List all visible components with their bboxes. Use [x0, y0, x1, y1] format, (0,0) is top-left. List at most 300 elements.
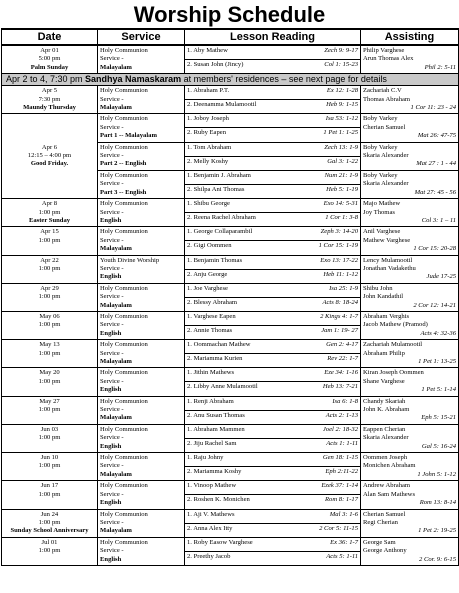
- date-line: Apr 8: [41, 200, 58, 208]
- service-line: Service -: [100, 95, 124, 103]
- reading-line: [185, 171, 360, 184]
- assistant-name: Zachariah C.V: [363, 87, 402, 95]
- date-line: 5:00 pm: [38, 55, 61, 63]
- reader-name: 1. Oommachan Mathew: [187, 341, 251, 349]
- assisting-cell: [361, 368, 459, 396]
- schedule-row: [2, 537, 459, 565]
- assisting-cell: [361, 86, 459, 114]
- reading-ref: Rev 22: 1-7: [327, 355, 358, 363]
- service-cell: [98, 368, 185, 396]
- reading-line: [185, 425, 360, 438]
- reading-line: [185, 551, 360, 564]
- date-cell: [2, 255, 98, 283]
- reading-cell: [185, 368, 361, 396]
- reading-line: [185, 212, 360, 225]
- service-line: Youth Divine Worship: [100, 256, 160, 264]
- schedule-row: [2, 45, 459, 74]
- date-cell: [2, 114, 98, 199]
- reader-name: 1. Joboy Joseph: [187, 115, 229, 123]
- reading-ref: Heb 13: 7-21: [322, 383, 358, 391]
- assisting-ref: 1 Pet 2: 19-25: [418, 527, 456, 535]
- assisting-cell: [361, 537, 459, 565]
- date-line: Jun 17: [40, 482, 59, 490]
- service-line: Holy Communion: [100, 228, 148, 236]
- service-bold: Malayalam: [100, 245, 132, 253]
- assistant-name: Skaria Alexander: [363, 180, 409, 188]
- service-bold: English: [100, 216, 122, 224]
- reading-line: [185, 312, 360, 325]
- assistant-name: Andrew Abraham: [363, 482, 411, 490]
- service-line: Service -: [100, 321, 124, 329]
- reading-ref: Acts 2: 1-13: [325, 411, 358, 419]
- date-line: 1:00 pm: [38, 547, 61, 555]
- schedule-row: [2, 283, 459, 311]
- assistant-name: Kiran Joseph Oommen: [363, 369, 424, 377]
- reading-line: [185, 381, 360, 394]
- date-cell: [2, 340, 98, 368]
- date-line: May 06: [39, 312, 60, 320]
- reading-ref: Heb 9: 1-15: [326, 101, 358, 109]
- assistant-name: Lency Mulamootil: [363, 256, 413, 264]
- service-line: Holy Communion: [100, 47, 148, 54]
- reading-ref: Zeph 3: 14-20: [320, 228, 358, 236]
- notice-prefix: Apr 2 to 4, 7:30 pm: [6, 74, 86, 85]
- service-line: Holy Communion: [100, 341, 148, 349]
- reader-name: 1. Renji Abraham: [187, 397, 234, 405]
- assistant-name: George Anthony: [363, 547, 407, 555]
- assistant-name: John K. Abraham: [363, 406, 410, 414]
- date-line: Apr 29: [40, 284, 59, 292]
- service-line: Service -: [100, 406, 124, 414]
- reading-cell: [185, 227, 361, 255]
- service-line: Holy Communion: [100, 115, 148, 123]
- reading-ref: Joel 2: 18-32: [322, 425, 358, 433]
- reading-ref: Zech 9: 9-17: [324, 47, 358, 54]
- reading-line: [185, 523, 360, 536]
- assistant-name: Thomas Abraham: [363, 95, 411, 103]
- date-line: Jun 10: [40, 454, 59, 462]
- reading-cell: [185, 199, 361, 227]
- reader-name: 1. George Collaparambil: [187, 228, 253, 236]
- date-line: 1:00 pm: [38, 321, 61, 329]
- reading-ref: 1 Cor 15: 1-19: [318, 242, 358, 250]
- notice-highlight: Sandhya Namaskaram: [85, 74, 182, 85]
- reading-cell: [185, 114, 361, 142]
- service-bold: English: [100, 442, 122, 450]
- assisting-ref: 1 Cor 11: 23 - 24: [410, 104, 456, 112]
- service-line: Holy Communion: [100, 510, 148, 518]
- reader-name: 1. Jithin Mathews: [187, 369, 235, 377]
- assisting-cell: [361, 424, 459, 452]
- assisting-ref: 2 Cor. 9: 6-15: [419, 555, 456, 563]
- reader-name: 2. Mariamma Kurien: [187, 355, 243, 363]
- reader-name: 1. Aji V. Mathews: [187, 510, 235, 518]
- service-line: Holy Communion: [100, 143, 148, 151]
- assistant-name: Joy Thomas: [363, 208, 395, 216]
- assisting-ref: Acts 4: 32-36: [420, 329, 456, 337]
- assisting-ref: Mat 27: 45 - 56: [414, 188, 456, 196]
- reading-line: [185, 510, 360, 523]
- notice-row: [2, 74, 459, 86]
- date-cell: [2, 509, 98, 537]
- reader-name: 1. Raju Johny: [187, 454, 224, 462]
- reader-name: 2. Shilpa Ani Thomas: [187, 185, 245, 193]
- reading-line: [185, 297, 360, 310]
- service-bold: Malayalam: [100, 414, 132, 422]
- service-bold: English: [100, 499, 122, 507]
- assistant-name: Eappen Cherian: [363, 425, 406, 433]
- service-bold: Malayalam: [100, 63, 132, 71]
- service-line: Holy Communion: [100, 397, 148, 405]
- schedule-row: [2, 199, 459, 227]
- service-line: Holy Communion: [100, 312, 148, 320]
- reading-ref: Ex 36: 1-7: [330, 538, 358, 546]
- date-line: 1:00 pm: [38, 518, 61, 526]
- reading-cell: [185, 453, 361, 481]
- assisting-cell: [361, 227, 459, 255]
- date-line: Apr 22: [40, 256, 59, 264]
- assistant-name: Skaria Alexander: [363, 434, 409, 442]
- assisting-ref: Gal 5: 16-24: [421, 442, 456, 450]
- service-line: Service -: [100, 518, 124, 526]
- date-line: 1:00 pm: [38, 349, 61, 357]
- reader-name: 2. Blessy Abraham: [187, 298, 237, 306]
- date-line: Jun 24: [40, 510, 59, 518]
- date-bold: Sunday School Anniversary: [10, 527, 89, 535]
- reading-line: [185, 340, 360, 353]
- schedule-row: [2, 227, 459, 255]
- reading-cell: [185, 283, 361, 311]
- date-line: 1:00 pm: [38, 462, 61, 470]
- assistant-name: Boby Varkey: [363, 171, 398, 179]
- assisting-cell: [361, 396, 459, 424]
- service-line: Service -: [100, 377, 124, 385]
- assisting-cell: [361, 255, 459, 283]
- date-cell: [2, 396, 98, 424]
- assistant-name: Anil Varghese: [363, 228, 401, 236]
- assisting-ref: Col 3: 1 – 11: [421, 216, 456, 224]
- assisting-ref: Jude 17-25: [426, 273, 456, 281]
- reading-header: Lesson Reading: [185, 29, 361, 45]
- date-line: 1:00 pm: [38, 264, 61, 272]
- assistant-name: Boby Varkey: [363, 143, 398, 151]
- reading-line: [185, 46, 360, 59]
- reading-line: [185, 256, 360, 269]
- reader-name: 1. Varghese Eapen: [187, 312, 236, 320]
- assisting-ref: 1 John 5: 1-12: [417, 470, 456, 478]
- service-line: Service -: [100, 349, 124, 357]
- service-cell: [98, 509, 185, 537]
- service-cell: [98, 86, 185, 114]
- reader-name: 2. Annie Thomas: [187, 326, 233, 334]
- reader-name: 2. Preethy Jacob: [187, 552, 231, 560]
- service-line: Holy Communion: [100, 369, 148, 377]
- service-cell: [98, 199, 185, 227]
- service-line: Holy Communion: [100, 538, 148, 546]
- reader-name: 1. Vinoop Mathew: [187, 482, 237, 490]
- date-line: 1:00 pm: [38, 236, 61, 244]
- date-line: Apr 6: [41, 143, 58, 151]
- assistant-name: Regi Cherian: [363, 518, 398, 526]
- service-line: Service -: [100, 434, 124, 442]
- service-bold: English: [100, 273, 122, 281]
- date-cell: [2, 45, 98, 74]
- date-cell: [2, 283, 98, 311]
- reading-ref: Acts 1: 1-11: [326, 439, 358, 447]
- assistant-name: Cherian Samuel: [363, 123, 406, 131]
- reading-ref: 1 Pet 1: 1-25: [323, 129, 358, 137]
- reader-name: 1. Aby Mathew: [187, 47, 228, 54]
- service-cell: [98, 424, 185, 452]
- reading-ref: Col 1: 15-23: [324, 61, 358, 68]
- header-row: [2, 29, 459, 45]
- reading-ref: Gal 3: 1-22: [327, 157, 358, 165]
- reader-name: 2. Reena Rachel Abraham: [187, 214, 256, 222]
- reading-ref: Ezek 37: 1-14: [321, 482, 358, 490]
- reader-name: 2. Ruby Eapen: [187, 129, 227, 137]
- date-line: Apr 01: [40, 47, 59, 54]
- service-cell: [98, 340, 185, 368]
- reading-line: [185, 438, 360, 451]
- reading-line: [185, 99, 360, 112]
- reading-cell: [185, 509, 361, 537]
- date-line: Jul 01: [41, 538, 58, 546]
- reader-name: 1. Benjamin Thomas: [187, 256, 243, 264]
- reading-ref: Heb 11: 1-12: [323, 270, 358, 278]
- service-cell: [98, 142, 185, 170]
- reading-line: [185, 481, 360, 494]
- reading-line: [185, 397, 360, 410]
- service-cell: [98, 481, 185, 509]
- service-line: Service -: [100, 208, 124, 216]
- assisting-ref: Mat 27 : 1 - 44: [416, 160, 456, 168]
- reading-ref: Isa 6: 1-8: [332, 397, 358, 405]
- date-line: 1:00 pm: [38, 293, 61, 301]
- date-bold: Easter Sunday: [28, 216, 71, 224]
- assistant-name: Zachariah Mulamootil: [363, 341, 423, 349]
- reading-line: [185, 86, 360, 99]
- schedule-row: [2, 114, 459, 142]
- reader-name: 1. Joe Varghese: [187, 284, 228, 292]
- date-line: 1:00 pm: [38, 377, 61, 385]
- reader-name: 2. Gigi Oommen: [187, 242, 232, 250]
- assisting-ref: 2 Cor 12: 14-21: [413, 301, 456, 309]
- reading-line: [185, 325, 360, 338]
- date-header: Date: [2, 29, 98, 45]
- service-line: Holy Communion: [100, 87, 148, 95]
- service-cell: [98, 311, 185, 339]
- reading-line: [185, 143, 360, 156]
- service-cell: [98, 170, 185, 198]
- reading-line: [185, 453, 360, 466]
- service-line: Service -: [100, 547, 124, 555]
- schedule-row: [2, 86, 459, 114]
- reading-cell: [185, 255, 361, 283]
- reading-ref: Ex 12: 1-28: [326, 87, 358, 95]
- reading-line: [185, 269, 360, 282]
- date-line: 1:00 pm: [38, 490, 61, 498]
- reading-cell: [185, 396, 361, 424]
- service-bold: Part 3 -- English: [100, 188, 147, 196]
- assisting-ref: 1 Pet 5: 1-14: [421, 386, 456, 394]
- reader-name: 1. Tom Abraham: [187, 143, 232, 151]
- reading-ref: Isa 53: 1-12: [325, 115, 358, 123]
- assistant-name: Shibu John: [363, 284, 393, 292]
- reader-name: 1. Shibu George: [187, 200, 230, 208]
- service-bold: Malayalam: [100, 301, 132, 309]
- service-cell: [98, 537, 185, 565]
- service-cell: [98, 396, 185, 424]
- assistant-name: Alan Sam Mathews: [363, 490, 416, 498]
- reading-cell: [185, 45, 361, 74]
- reading-line: [185, 538, 360, 551]
- date-cell: [2, 481, 98, 509]
- reader-name: 2. Roshen K. Monichen: [187, 496, 250, 504]
- reader-name: 2. Anna Alex Itty: [187, 524, 233, 532]
- service-line: Holy Communion: [100, 454, 148, 462]
- date-line: May 20: [39, 369, 60, 377]
- assisting-ref: Rom 13: 8-14: [419, 499, 456, 507]
- reader-name: 2. Anju George: [187, 270, 228, 278]
- assisting-cell: [361, 142, 459, 170]
- service-header: Service: [98, 29, 185, 45]
- assisting-cell: [361, 114, 459, 142]
- reading-cell: [185, 86, 361, 114]
- page-title: Worship Schedule: [133, 2, 326, 27]
- date-line: Apr 5: [41, 87, 58, 95]
- service-line: Holy Communion: [100, 482, 148, 490]
- reading-ref: 2 Cor 5: 11-15: [319, 524, 358, 532]
- service-bold: Part 1 -- Malayalam: [100, 132, 157, 140]
- reader-name: 2. Susan John (Jincy): [187, 61, 244, 68]
- date-cell: [2, 453, 98, 481]
- assistant-name: George Sam: [363, 538, 396, 546]
- assisting-cell: [361, 283, 459, 311]
- assisting-cell: [361, 509, 459, 537]
- assisting-ref: Eph 5: 15-21: [421, 414, 456, 422]
- assisting-cell: [361, 45, 459, 74]
- notice-suffix: at members' residences – see next page for details: [181, 74, 387, 85]
- assistant-name: Jonathan Vadakethu: [363, 264, 416, 272]
- schedule-body: [2, 45, 459, 565]
- date-line: 1:00 pm: [38, 208, 61, 216]
- reading-ref: Gen 2: 4-17: [326, 341, 358, 349]
- assisting-cell: [361, 311, 459, 339]
- date-cell: [2, 227, 98, 255]
- schedule-row: [2, 311, 459, 339]
- assistant-name: Philip Varghese: [363, 47, 405, 54]
- reader-name: 2. Jiju Rachel Sam: [187, 439, 237, 447]
- service-bold: Malayalam: [100, 470, 132, 478]
- date-line: Jun 03: [40, 425, 59, 433]
- assisting-cell: [361, 170, 459, 198]
- reading-cell: [185, 170, 361, 198]
- date-line: 1:00 pm: [38, 406, 61, 414]
- reading-ref: Mal 3: 1-6: [329, 510, 358, 518]
- reading-ref: Exo 14: 5-31: [323, 200, 358, 208]
- reading-ref: 2 Kings 4: 1-7: [320, 312, 358, 320]
- assistant-name: Monichen Abraham: [363, 462, 416, 470]
- service-bold: English: [100, 329, 122, 337]
- service-line: Service -: [100, 293, 124, 301]
- reading-ref: Eph 2:11-22: [325, 468, 358, 476]
- date-line: 12:15 – 4:00 pm: [27, 152, 72, 160]
- date-line: 7:30 pm: [38, 95, 61, 103]
- reading-cell: [185, 424, 361, 452]
- notice-cell: [2, 74, 459, 86]
- service-bold: English: [100, 555, 122, 563]
- service-cell: [98, 255, 185, 283]
- service-cell: [98, 45, 185, 74]
- date-cell: [2, 368, 98, 396]
- service-cell: [98, 453, 185, 481]
- assisting-cell: [361, 481, 459, 509]
- reading-line: [185, 199, 360, 212]
- service-bold: Malayalam: [100, 104, 132, 112]
- reading-line: [185, 127, 360, 140]
- reading-line: [185, 494, 360, 507]
- date-bold: Palm Sunday: [30, 63, 69, 71]
- reader-name: 1. Abraham Mammen: [187, 425, 245, 433]
- service-bold: Malayalam: [100, 358, 132, 365]
- service-cell: [98, 227, 185, 255]
- assisting-header: Assisting: [361, 29, 459, 45]
- assistant-name: Chandy Skariah: [363, 397, 406, 405]
- assisting-cell: [361, 340, 459, 368]
- reading-line: [185, 284, 360, 297]
- assistant-name: Majo Mathew: [363, 200, 401, 208]
- reading-ref: Eze 34: 1-16: [324, 369, 358, 377]
- date-cell: [2, 86, 98, 114]
- reading-ref: 1 Cor 1: 3-8: [325, 214, 358, 222]
- assistant-name: Oommen Joseph: [363, 454, 408, 462]
- schedule-row: [2, 396, 459, 424]
- assisting-ref: 1 Pet 1: 13-25: [418, 358, 456, 365]
- service-line: Service -: [100, 490, 124, 498]
- service-line: Holy Communion: [100, 200, 148, 208]
- service-line: Service -: [100, 236, 124, 244]
- schedule-row: [2, 424, 459, 452]
- reading-cell: [185, 142, 361, 170]
- schedule-row: [2, 255, 459, 283]
- reading-line: [185, 114, 360, 127]
- reading-ref: Gen 18: 1-15: [322, 454, 358, 462]
- worship-schedule-table: [1, 28, 459, 566]
- service-bold: English: [100, 386, 122, 394]
- reading-line: [185, 156, 360, 169]
- service-bold: Part 2 -- English: [100, 160, 147, 168]
- service-line: Service -: [100, 123, 124, 131]
- assistant-name: Jacob Mathew (Pramod): [363, 321, 428, 329]
- assisting-cell: [361, 453, 459, 481]
- reading-line: [185, 227, 360, 240]
- service-line: Service -: [100, 152, 124, 160]
- service-cell: [98, 283, 185, 311]
- reading-ref: Jam 1: 19- 27: [321, 326, 358, 334]
- reading-cell: [185, 311, 361, 339]
- reading-line: [185, 59, 360, 72]
- service-bold: Malayalam: [100, 527, 132, 535]
- reading-line: [185, 240, 360, 253]
- assistant-name: Abraham Verghis: [363, 312, 410, 320]
- assisting-ref: Phil 2: 5-11: [424, 63, 456, 71]
- reader-name: 2. Melly Koshy: [187, 157, 229, 165]
- reading-ref: Exo 13: 17-22: [320, 256, 358, 264]
- date-cell: [2, 199, 98, 227]
- reading-cell: [185, 340, 361, 368]
- service-line: Holy Communion: [100, 425, 148, 433]
- schedule-row: [2, 368, 459, 396]
